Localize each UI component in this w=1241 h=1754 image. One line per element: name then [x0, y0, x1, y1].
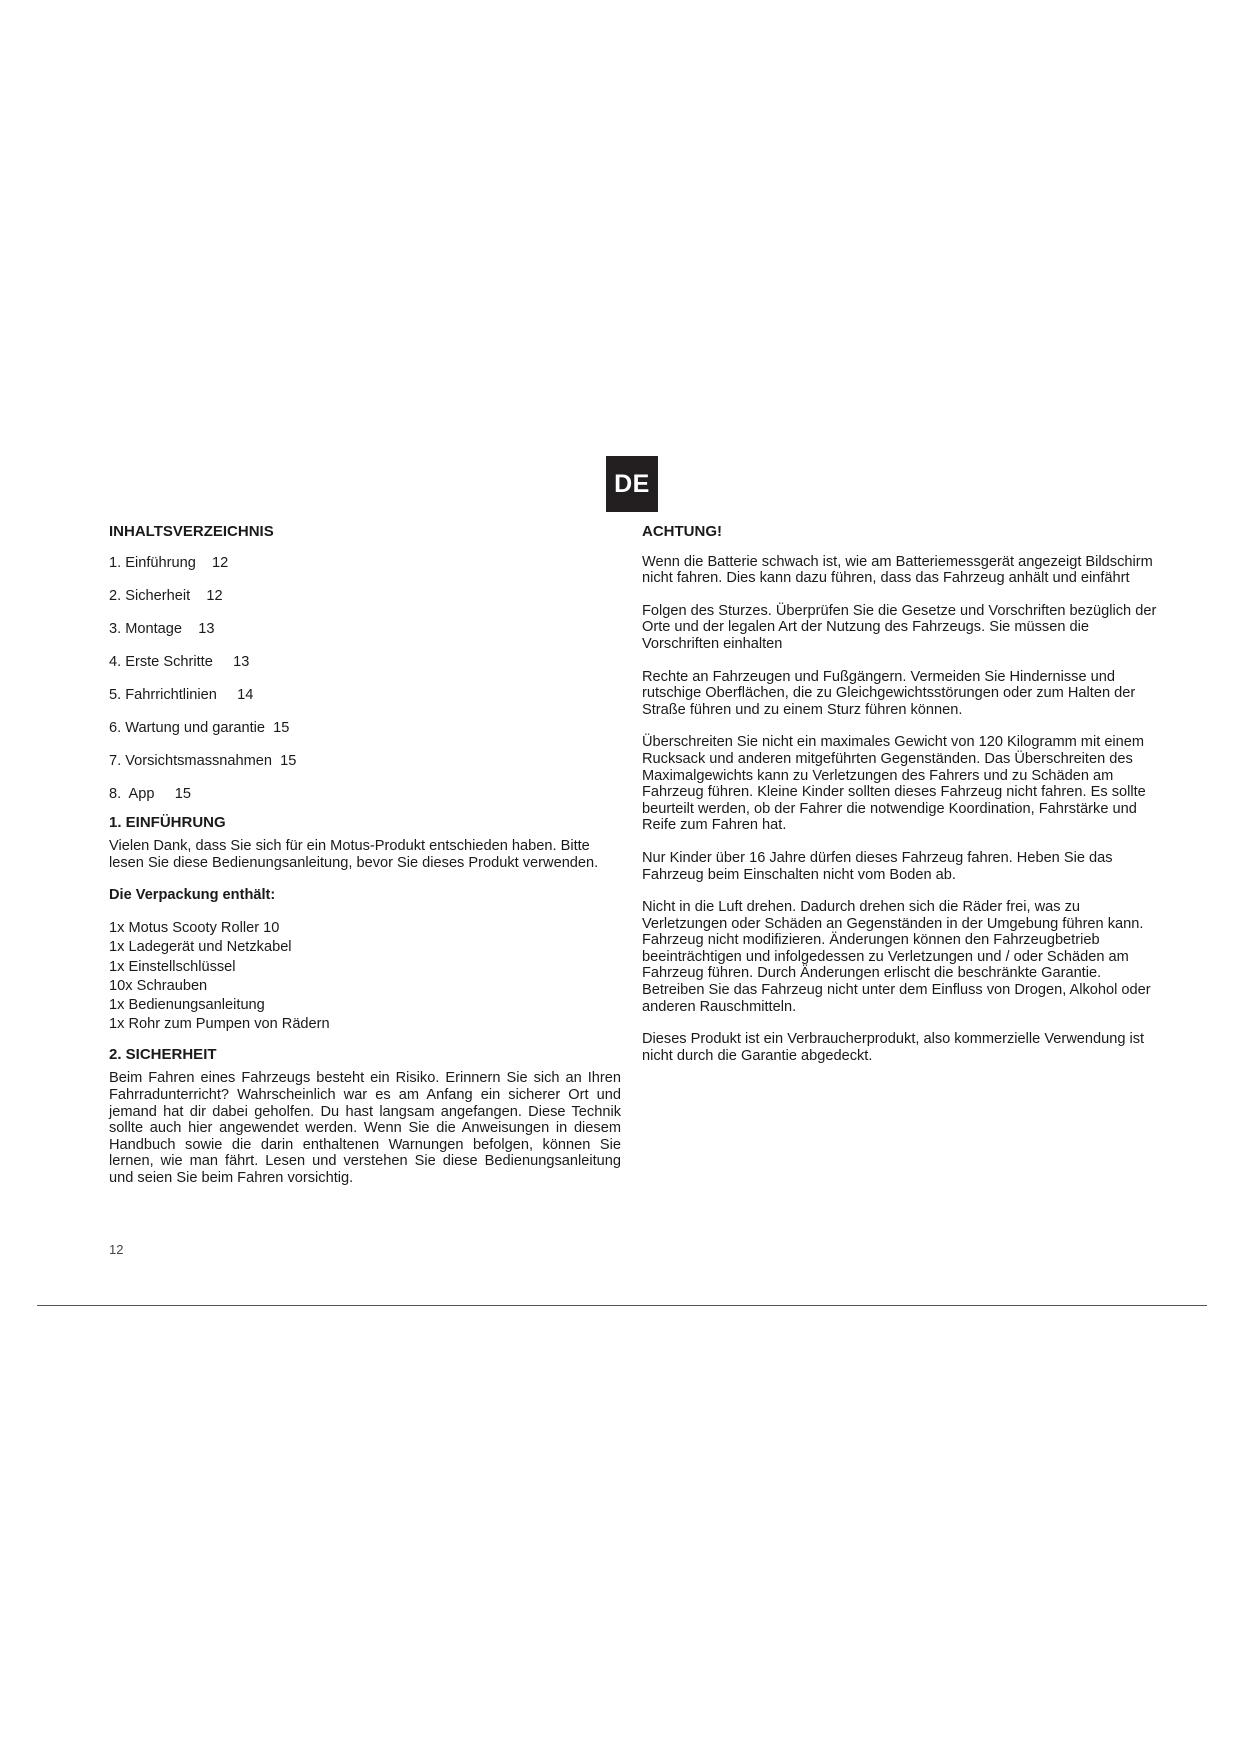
warning-paragraph: Nicht in die Luft drehen. Dadurch drehen sich die Räder frei, was zu Verletzungen oder Schäden an Gegenständen in der Umgebung führen kann. Fahrzeug nicht modifizieren. Änderungen können den Fahrzeugbetrieb beeinträchtigen und infolgedessen zu Verletzungen und / oder Schäden am Fahrzeug führen. Durch Änderungen erlischt die beschränkte Garantie. Betreiben Sie das Fahrzeug nicht unter dem Einfluss von Drogen, Alkohol oder anderen Rauschmitteln.: [642, 899, 1151, 1015]
right-column: [642, 524, 1164, 1080]
toc-item: [109, 654, 621, 687]
toc-item-page: 14: [237, 686, 254, 703]
toc-item-page: 15: [280, 752, 297, 769]
toc-item-label: 8. App: [109, 785, 155, 802]
toc-item-label: 5. Fahrrichtlinien: [109, 686, 217, 703]
warning-paragraph: Rechte an Fahrzeugen und Fußgängern. Vermeiden Sie Hindernisse und rutschige Oberflächen, die zu Gleichgewichtsstörungen oder zum Halten der Straße führen und zu einem Sturz führen können.: [642, 668, 1136, 718]
warning-paragraph: Wenn die Batterie schwach ist, wie am Batteriemessgerät angezeigt Bildschirm nicht fahren. Dies kann dazu führen, dass das Fahrzeug anhält und einfährt: [642, 553, 1153, 587]
toc-item-label: 7. Vorsichtsmassnahmen: [109, 752, 273, 769]
list-item: 1x Motus Scooty Roller 10: [109, 919, 280, 936]
toc-item-label: 6. Wartung und garantie: [109, 719, 266, 736]
warning-paragraph: Dieses Produkt ist ein Verbraucherprodukt, also kommerzielle Verwendung ist nicht durch die Garantie abgedeckt.: [642, 1031, 1145, 1064]
safety-heading: 2. SICHERHEIT: [109, 1045, 217, 1063]
list-item: 1x Einstellschlüssel: [109, 958, 236, 975]
page-number: 12: [109, 1242, 124, 1257]
toc-title: INHALTSVERZEICHNIS: [109, 523, 274, 540]
warning-paragraph: Überschreiten Sie nicht ein maximales Gewicht von 120 Kilogramm mit einem Rucksack und anderen mitgeführten Gegenständen. Das Überschreiten des Maximalgewichts kann zu Verletzungen des Fahrers und zu Schäden am Fahrzeug führen. Kleine Kinder sollten dieses Fahrzeug nicht fahren. Es sollte beurteilt werden, ob der Fahrer die notwendige Koordination, Fahrstärke und Reife zum Fahren hat.: [642, 734, 1146, 834]
safety-text: Beim Fahren eines Fahrzeugs besteht ein Risiko. Erinnern Sie sich an Ihren Fahrradunterricht? Wahrscheinlich war es am Anfang ein sicherer Ort und jemand hat dir dabei geholfen. Du hast langsam angefangen. Diese Technik sollte auch hier angewendet werden. Wenn Sie die Anweisungen in diesem Handbuch sowie die darin enthaltenen Warnungen befolgen, können Sie lernen, wie man fährt. Lesen und verstehen Sie diese Bedienungsanleitung und seien Sie beim Fahren vorsichtig.: [109, 1070, 621, 1186]
language-badge: DE: [606, 456, 658, 512]
toc-item-page: 13: [198, 620, 215, 637]
list-item: 1x Bedienungsanleitung: [109, 997, 265, 1014]
list-item: 1x Ladegerät und Netzkabel: [109, 939, 292, 956]
footer-divider: [37, 1305, 1207, 1306]
toc-item: [109, 687, 621, 720]
intro-text: Vielen Dank, dass Sie sich für ein Motus-Produkt entschieden haben. Bitte lesen Sie diese Bedienungsanleitung, bevor Sie dieses Produkt verwenden.: [109, 838, 599, 871]
intro-heading: 1. EINFÜHRUNG: [109, 813, 226, 831]
warning-paragraph: Folgen des Sturzes. Überprüfen Sie die Gesetze und Vorschriften bezüglich der Orte und der legalen Art der Nutzung des Fahrzeugs. Sie müssen die Vorschriften einhalten: [642, 602, 1157, 652]
package-heading: Die Verpackung enthält:: [109, 887, 276, 904]
toc-item-page: 15: [273, 719, 290, 736]
warning-paragraph: Nur Kinder über 16 Jahre dürfen dieses Fahrzeug fahren. Heben Sie das Fahrzeug beim Einschalten nicht vom Boden ab.: [642, 849, 1113, 883]
toc-item: [109, 720, 621, 753]
toc-item: [109, 621, 621, 654]
toc-item-page: 12: [206, 587, 223, 604]
toc-item: [109, 555, 621, 588]
toc-item-label: 2. Sicherheit: [109, 587, 191, 604]
toc-item-page: 12: [212, 554, 229, 571]
package-list: [109, 919, 621, 1035]
list-item: 1x Rohr zum Pumpen von Rädern: [109, 1016, 330, 1033]
table-of-contents: [109, 555, 621, 819]
toc-item-label: 4. Erste Schritte: [109, 653, 213, 670]
toc-item-label: 1. Einführung: [109, 554, 196, 571]
toc-item: [109, 588, 621, 621]
toc-item: [109, 753, 621, 786]
toc-item-page: 15: [174, 785, 191, 802]
left-column: [109, 524, 621, 1203]
toc-item-page: 13: [233, 653, 250, 670]
toc-item-label: 3. Montage: [109, 620, 183, 637]
list-item: 10x Schrauben: [109, 977, 208, 994]
warning-heading: ACHTUNG!: [642, 523, 722, 540]
